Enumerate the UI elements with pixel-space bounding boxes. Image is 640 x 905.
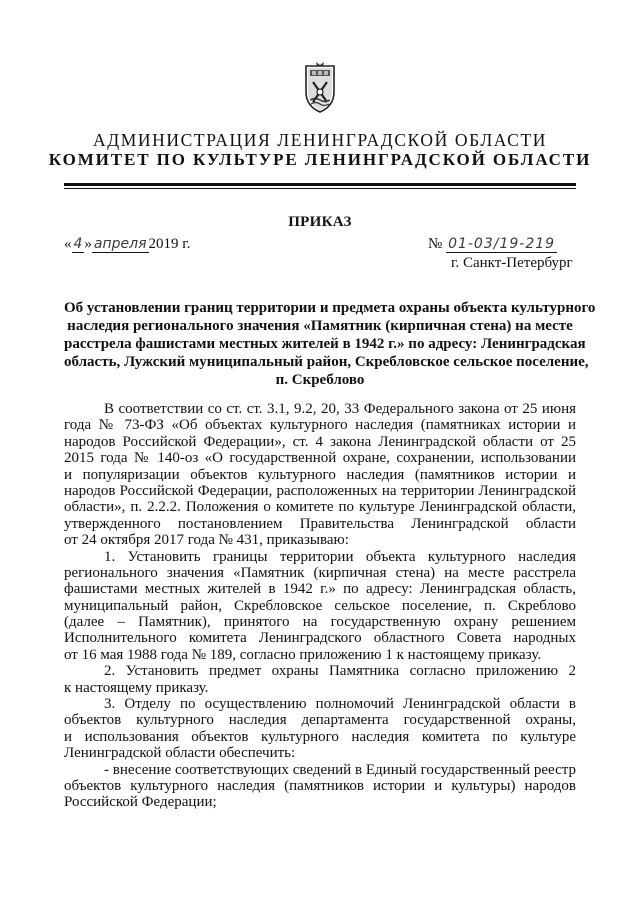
body-line: 3. Отделу по осуществлению полномочий Ленинградской области в: [104, 696, 576, 713]
body-line: к настоящему приказу.: [64, 679, 209, 696]
subject-line: расстрела фашистами местных жителей в 1942 г.» по адресу: Ленинградская: [64, 336, 586, 352]
body-line: Ленинградской области обеспечить:: [64, 745, 296, 762]
order-subject: [64, 299, 596, 389]
body-line: (далее – Памятник), принятого на государственную охрану решением: [64, 614, 576, 631]
body-line: от 16 мая 1988 года № 189, согласно приложению 1 к настоящему приказу.: [64, 646, 542, 663]
body-line: народов Российской Федерации», ст. 4 закона Ленинградской области от 25: [64, 433, 576, 450]
date-close-quote: »: [84, 236, 92, 252]
body-line: 1. Установить границы территории объекта культурного наследия: [104, 548, 576, 565]
subject-line: Об установлении границ территории и предмета охраны объекта культурного: [64, 300, 596, 316]
header-rule-thin: [64, 188, 576, 189]
body-line: 2015 года № 140-оз «О государственной охране, сохранении, использовании: [64, 450, 576, 467]
body-line: утвержденного постановлением Правительства Ленинградской области: [64, 515, 576, 532]
date-month: апреля: [93, 236, 147, 252]
coat-of-arms-icon: [296, 62, 344, 114]
header-rule-thick: [64, 183, 576, 186]
order-date: [64, 236, 191, 253]
body-line: и популяризации объектов культурного наследия (памятников истории и: [64, 466, 576, 483]
body-line: от 24 октября 2017 года № 431, приказываю:: [64, 532, 349, 549]
body-line: области», п. 2.2.2. Положения о комитете по культуре Ленинградской области,: [64, 499, 576, 516]
body-line: объектов культурного наследия департамента государственной охраны,: [64, 712, 576, 729]
body-line: муниципальный район, Скребловское сельское поселение, п. Скреблово: [64, 597, 576, 614]
body-line: регионального значения «Памятник (кирпичная стена) на месте расстрела: [64, 564, 576, 581]
number-value: 01-03/19-219: [448, 236, 556, 252]
body-line: и использования объектов культурного наследия комитета по культуре: [64, 728, 576, 745]
date-day: 4: [73, 236, 83, 252]
document-type-title: ПРИКАЗ: [288, 214, 352, 230]
body-line: Исполнительного комитета Ленинградского областного Совета народных: [64, 630, 576, 647]
committee-name: КОМИТЕТ ПО КУЛЬТУРЕ ЛЕНИНГРАДСКОЙ ОБЛАСТИ: [48, 150, 592, 169]
date-open-quote: «: [64, 236, 72, 252]
body-line: народов Российской Федерации, расположенных на территории Ленинградской: [64, 482, 576, 499]
body-line: фашистами местных жителей в 1942 г.» по адресу: Ленинградская область,: [64, 581, 576, 598]
subject-line: область, Лужский муниципальный район, Скребловское сельское поселение,: [64, 354, 589, 370]
date-year: 2019 г.: [148, 236, 191, 252]
body-line: - внесение соответствующих сведений в Единый государственный реестр: [104, 761, 576, 778]
number-prefix: №: [428, 236, 443, 252]
body-line: В соответствии со ст. ст. 3.1, 9.2, 20, 33 Федерального закона от 25 июня: [104, 401, 576, 417]
body-line: года № 73-ФЗ «Об объектах культурного наследия (памятниках истории и: [64, 417, 576, 434]
body-line: Российской Федерации;: [64, 794, 217, 811]
order-number: [428, 236, 557, 253]
order-city: г. Санкт-Петербург: [451, 255, 573, 271]
body-line: 2. Установить предмет охраны Памятника согласно приложению 2: [104, 663, 576, 680]
subject-line: п. Скреблово: [275, 372, 365, 388]
order-body: [64, 401, 576, 811]
organization-name: АДМИНИСТРАЦИЯ ЛЕНИНГРАДСКОЙ ОБЛАСТИ: [93, 130, 547, 150]
subject-line: наследия регионального значения «Памятник (кирпичная стена) на месте: [67, 318, 573, 334]
body-line: объектов культурного наследия (памятников истории и культуры) народов: [64, 777, 576, 794]
